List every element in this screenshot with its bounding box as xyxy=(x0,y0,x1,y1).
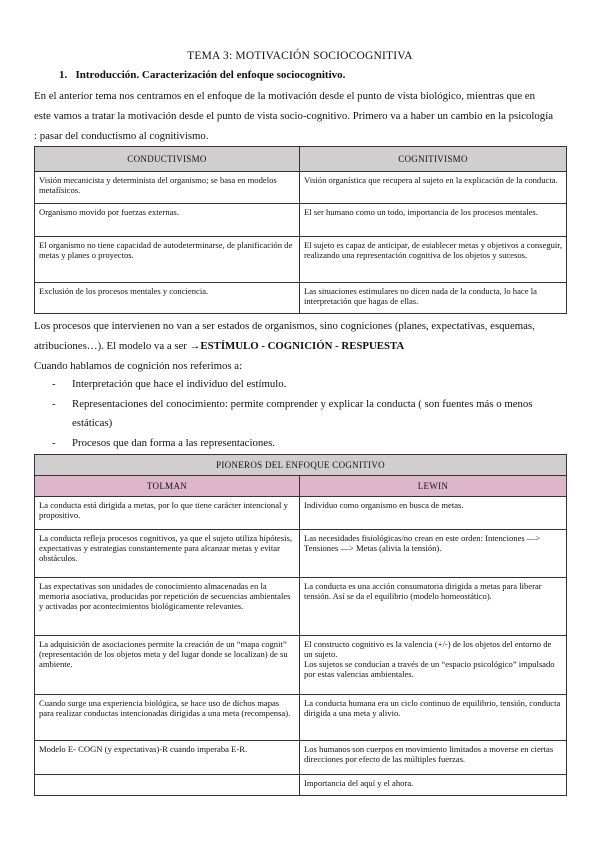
list-item: - Procesos que dan forma a las representaciones. xyxy=(52,434,562,453)
table-cell: La conducta está dirigida a metas, por lo que tiene carácter intencional y propositivo. xyxy=(35,497,300,530)
page-title: TEMA 3: MOTIVACIÓN SOCIOCOGNITIVA xyxy=(187,50,413,62)
table-cell: Cuando surge una experiencia biológica, se hace uso de dichos mapas para realizar conductas intencionadas dirigidas a una meta (recompensa). xyxy=(35,695,300,741)
table1-header-cognitivismo: COGNITIVISMO xyxy=(300,147,567,172)
table-cell: La conducta refleja procesos cognitivos, ya que el sujeto utiliza hipótesis, expectativas y estrategias constantemente para alcanzar metas y evitar obstáculos. xyxy=(35,530,300,578)
table-row xyxy=(35,741,567,775)
pioneers-header-lewin: LEWIN xyxy=(300,476,567,497)
table-cell: La conducta humana era un ciclo continuo de equilibrio, tensión, conducta dirigida a una meta y alivio. xyxy=(300,695,567,741)
table-row xyxy=(35,204,567,237)
table-row xyxy=(35,283,567,314)
table-cell: Importancia del aquí y el ahora. xyxy=(300,775,567,796)
table-cell: La adquisición de asociaciones permite la creación de un “mapa cognit” (representación de los objetos meta y del lugar donde se localizan) de su ambiente. xyxy=(35,636,300,695)
table-row xyxy=(35,497,567,530)
intro-paragraph: En el anterior tema nos centramos en el enfoque de la motivación desde el punto de vista biológico, mientras que en este vamos a tratar la motivación desde el punto de vista socio-cognitivo. Primero va a haber un cambio en la psicología : pasar del conductismo al cognitivismo. xyxy=(34,90,553,142)
cognition-list xyxy=(52,375,562,453)
section-number: 1. xyxy=(59,69,68,81)
pioneers-header-tolman: TOLMAN xyxy=(35,476,300,497)
table1-header-conductivismo: CONDUCTIVISMO xyxy=(35,147,300,172)
table-cell: Exclusión de los procesos mentales y conciencia. xyxy=(35,283,300,314)
section-heading xyxy=(59,69,345,81)
table-row xyxy=(35,530,567,578)
list-item: - Interpretación que hace el individuo del estímulo. xyxy=(52,375,562,394)
table-cell xyxy=(35,775,300,796)
table-cell: Las necesidades fisiológicas/no crean en este orden: Intenciones —> Tensiones —> Metas (alivia la tensión). xyxy=(300,530,567,578)
table-cell: Los humanos son cuerpos en movimiento limitados a moverse en ciertas direcciones por efecto de las múltiples fuerzas. xyxy=(300,741,567,775)
table-row xyxy=(35,172,567,204)
table-cell: Organismo movido por fuerzas externas. xyxy=(35,204,300,237)
table-cell: Visión organística que recupera al sujeto en la explicación de la conducta. xyxy=(300,172,567,204)
table-row xyxy=(35,636,567,695)
processes-paragraph xyxy=(34,316,554,356)
comparison-table xyxy=(34,146,567,314)
section-heading-text: Introducción. Caracterización del enfoque sociocognitivo xyxy=(75,69,343,81)
table-cell: Las situaciones estimulares no dicen nada de la conducta, lo hace la interpretación que hagas de ellas. xyxy=(300,283,567,314)
table-cell: El organismo no tiene capacidad de autodeterminarse, de planificación de metas y planes o proyectos. xyxy=(35,237,300,283)
table-cell: Modelo E- COGN (y expectativas)-R cuando imperaba E-R. xyxy=(35,741,300,775)
arrow-glyph: → xyxy=(189,340,201,352)
table-cell: La conducta es una acción consumatoria dirigida a metas para liberar tensión. Así se da el equilibrio (modelo homeostático). xyxy=(300,578,567,636)
table-row xyxy=(35,775,567,796)
table-cell: El sujeto es capaz de anticipar, de establecer metas y objetivos a conseguir, realizando una representación cognitiva de los objetos y sucesos. xyxy=(300,237,567,283)
model-label: ESTÍMULO - COGNICIÓN - RESPUESTA xyxy=(200,340,405,352)
pioneers-title: PIONEROS DEL ENFOQUE COGNITIVO xyxy=(35,455,567,476)
table-row xyxy=(35,578,567,636)
table-cell: Individuo como organismo en busca de metas. xyxy=(300,497,567,530)
table-row xyxy=(35,237,567,283)
table-cell: El constructo cognitivo es la valencia (+/-) de los objetos del entorno de un sujeto. Los sujetos se conducían a través de un “espacio psicológico” impulsado por estas valencias ambientales. xyxy=(300,636,567,695)
list-item: - Representaciones del conocimiento: permite comprender y explicar la conducta ( son fuentes más o menos estáticas) xyxy=(52,395,562,433)
table-row xyxy=(35,695,567,741)
cognition-intro: Cuando hablamos de cognición nos referimos a: xyxy=(34,360,243,372)
section-heading-end: . xyxy=(342,69,346,81)
table-cell: Las expectativas son unidades de conocimiento almacenadas en la memoria asociativa, producidas por repetición de secuencias ambientales y activadas por acontecimientos biológicamente relevantes. xyxy=(35,578,300,636)
processes-text: Los procesos que intervienen no van a ser estados de organismos, sino cogniciones (planes, expectativas, esquemas, atribuciones…). El modelo va a ser xyxy=(34,320,535,352)
pioneers-table xyxy=(34,454,567,796)
table-cell: El ser humano como un todo, importancia de los procesos mentales. xyxy=(300,204,567,237)
table-cell: Visión mecanicista y determinista del organismo; se basa en modelos metafísicos. xyxy=(35,172,300,204)
